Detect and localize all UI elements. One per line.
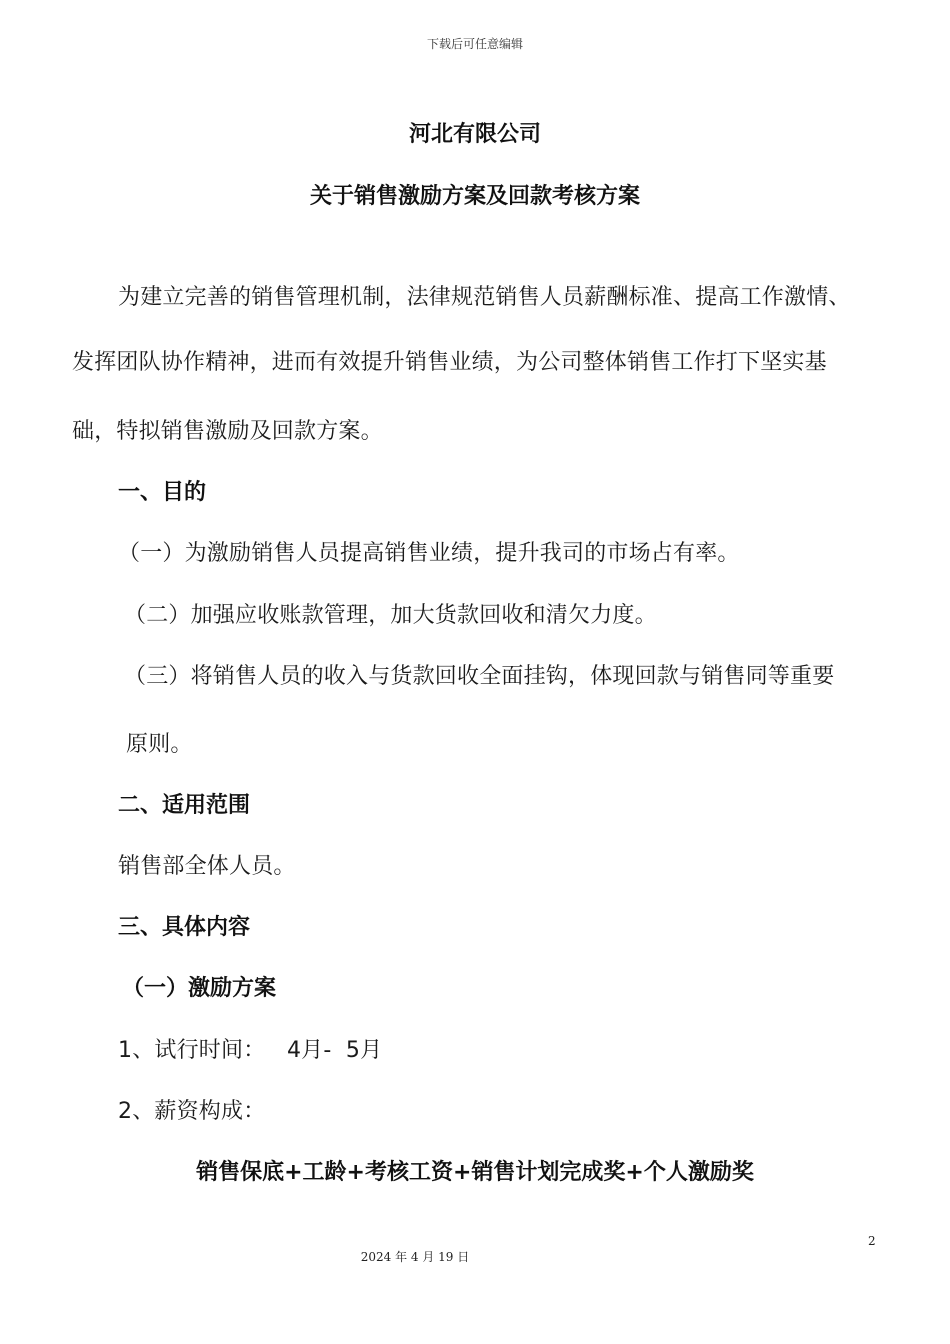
salary-structure-label: 2、薪资构成： xyxy=(118,1099,266,1124)
document-title: 关于销售激励方案及回款考核方案 xyxy=(309,184,640,209)
header-note: 下载后可任意编辑 xyxy=(426,37,523,51)
section-2-heading: 二、适用范围 xyxy=(118,793,251,818)
intro-line-1: 为建立完善的销售管理机制，法律规范销售人员薪酬标准、提高工作激情、 xyxy=(118,285,851,310)
incentive-plan-heading: （一）激励方案 xyxy=(122,976,277,1001)
scope-text: 销售部全体人员。 xyxy=(118,854,296,879)
purpose-item-3-line-1: （三）将销售人员的收入与货款回收全面挂钩，体现回款与销售同等重要 xyxy=(124,664,835,689)
salary-formula: 销售保底+工龄+考核工资+销售计划完成奖+个人激励奖 xyxy=(196,1160,754,1185)
intro-line-3: 础，特拟销售激励及回款方案。 xyxy=(72,419,383,444)
intro-line-2: 发挥团队协作精神，进而有效提升销售业绩，为公司整体销售工作打下坚实基 xyxy=(72,350,827,375)
company-title: 河北有限公司 xyxy=(408,122,541,147)
purpose-item-1: （一）为激励销售人员提高销售业绩，提升我司的市场占有率。 xyxy=(118,541,740,566)
section-1-heading: 一、目的 xyxy=(118,480,207,505)
purpose-item-2: （二）加强应收账款管理，加大货款回收和清欠力度。 xyxy=(124,603,657,628)
purpose-item-3-line-2: 原则。 xyxy=(126,732,193,757)
section-3-heading: 三、具体内容 xyxy=(118,915,251,940)
page-number: 2 xyxy=(868,1234,876,1248)
trial-period-text: 1、试行时间： 4月- 5月 xyxy=(118,1038,383,1063)
footer-date: 2024 年 4 月 19 日 xyxy=(360,1250,470,1264)
